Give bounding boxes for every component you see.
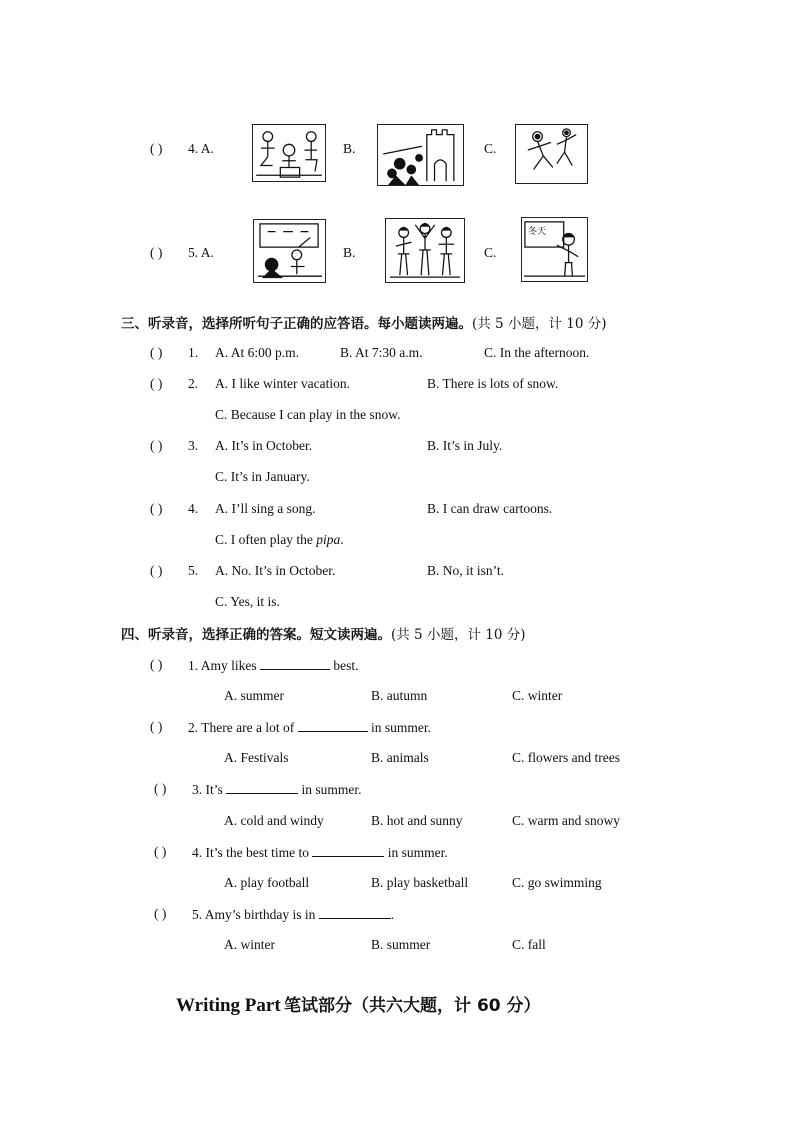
- picture-4b-castle-crowd: [377, 124, 464, 186]
- s4-q5-option-c: C. fall: [512, 937, 546, 952]
- s4-q3-option-a: A. cold and windy: [224, 813, 324, 828]
- s4-q1-stem-pre: 1. Amy likes: [188, 658, 261, 673]
- section-4-score: (共 5 小题，计 10 分): [391, 627, 526, 643]
- s3-q3-bracket: ( ): [150, 438, 163, 453]
- s4-q2-option-a: A. Festivals: [224, 750, 289, 765]
- s3-q3-option-b: B. It’s in July.: [427, 438, 503, 453]
- s3-q4-option-c: [215, 532, 344, 548]
- s4-q4-blank[interactable]: [312, 844, 384, 857]
- s3-q4-num: 4.: [188, 501, 199, 516]
- s3-q3-num: 3.: [188, 438, 199, 453]
- s4-q1-stem: [188, 657, 359, 674]
- q4-option-c: C.: [484, 141, 497, 156]
- s4-q2-stem-pre: 2. There are a lot of: [188, 720, 298, 735]
- s4-q4-bracket: ( ): [154, 844, 167, 859]
- s4-q4-option-b: B. play basketball: [371, 875, 469, 890]
- q4-label: 4. A.: [188, 141, 214, 156]
- s4-q5-stem: [192, 906, 394, 923]
- section-4-title: 四、听录音，选择正确的答案。短文读两遍。: [121, 627, 391, 643]
- s4-q2-stem-post: in summer.: [367, 720, 431, 735]
- s3-q2-num: 2.: [188, 376, 199, 391]
- q4-option-b: B.: [343, 141, 356, 156]
- s3-q1-bracket: ( ): [150, 345, 163, 360]
- s3-q5-bracket: ( ): [150, 563, 163, 578]
- q5-option-b: B.: [343, 245, 356, 260]
- s4-q3-option-c: C. warm and snowy: [512, 813, 620, 828]
- s4-q5-stem-post: .: [390, 907, 395, 922]
- s3-q4-option-c-pre: C. I often play the: [215, 532, 317, 547]
- s4-q3-option-b: B. hot and sunny: [371, 813, 463, 828]
- s3-q4-bracket: ( ): [150, 501, 163, 516]
- q5-option-c: C.: [484, 245, 497, 260]
- s4-q2-option-c: C. flowers and trees: [512, 750, 620, 765]
- s3-q1-num: 1.: [188, 345, 199, 360]
- s3-q1-option-b: B. At 7:30 a.m.: [340, 345, 423, 360]
- q4-bracket: ( ): [150, 141, 163, 156]
- s4-q5-bracket: ( ): [154, 906, 167, 921]
- s4-q2-blank[interactable]: [298, 719, 368, 732]
- s4-q1-option-a: A. summer: [224, 688, 284, 703]
- section-4-heading: [121, 623, 525, 643]
- s3-q2-option-a: A. I like winter vacation.: [215, 376, 350, 391]
- s3-q4-option-a: A. I’ll sing a song.: [215, 501, 316, 516]
- s3-q1-option-c: C. In the afternoon.: [484, 345, 590, 360]
- writing-part-title: [176, 991, 541, 1017]
- picture-5a-classroom-math: [253, 219, 326, 283]
- section-3-score: (共 5 小题，计 10 分): [472, 316, 607, 332]
- s3-q3-option-c: C. It’s in January.: [215, 469, 310, 484]
- s4-q3-stem-pre: 3. It’s: [192, 782, 227, 797]
- picture-5b-girls-dancing: [385, 218, 465, 283]
- s4-q1-bracket: ( ): [150, 657, 163, 672]
- s3-q2-option-b: B. There is lots of snow.: [427, 376, 559, 391]
- q5-label: 5. A.: [188, 245, 214, 260]
- s4-q1-option-b: B. autumn: [371, 688, 428, 703]
- s3-q2-bracket: ( ): [150, 376, 163, 391]
- s4-q3-stem: [192, 781, 362, 798]
- s4-q3-stem-post: in summer.: [298, 782, 362, 797]
- s4-q2-bracket: ( ): [150, 719, 163, 734]
- s4-q1-option-c: C. winter: [512, 688, 563, 703]
- s4-q1-stem-post: best.: [330, 658, 359, 673]
- s3-q4-option-c-pipa: pipa: [316, 532, 341, 547]
- s4-q5-stem-pre: 5. Amy’s birthday is in: [192, 907, 319, 922]
- section-3-title: 三、听录音，选择所听句子正确的应答语。每小题读两遍。: [121, 316, 472, 332]
- s3-q5-option-a: A. No. It’s in October.: [215, 563, 336, 578]
- s4-q4-stem-pre: 4. It’s the best time to: [192, 845, 313, 860]
- s3-q4-option-c-post: .: [340, 532, 344, 547]
- s3-q5-num: 5.: [188, 563, 199, 578]
- s4-q1-blank[interactable]: [260, 657, 330, 670]
- writing-part-en: Writing Part: [176, 995, 281, 1016]
- s3-q2-option-c: C. Because I can play in the snow.: [215, 407, 401, 422]
- picture-4c-people-running: [515, 124, 588, 184]
- picture-4a-kids-sitting: [252, 124, 326, 182]
- s3-q5-option-c: C. Yes, it is.: [215, 594, 280, 609]
- s3-q1-option-a: A. At 6:00 p.m.: [215, 345, 300, 360]
- s4-q4-option-a: A. play football: [224, 875, 310, 890]
- s4-q4-option-c: C. go swimming: [512, 875, 602, 890]
- writing-part-zh: 笔试部分（共六大题，计 60 分）: [284, 996, 541, 1016]
- s4-q2-stem: [188, 719, 431, 736]
- s4-q5-option-a: A. winter: [224, 937, 275, 952]
- s4-q3-blank[interactable]: [226, 781, 298, 794]
- s3-q3-option-a: A. It’s in October.: [215, 438, 313, 453]
- s4-q3-bracket: ( ): [154, 781, 167, 796]
- s4-q4-stem: [192, 844, 448, 861]
- s4-q5-blank[interactable]: [319, 906, 391, 919]
- s4-q5-option-b: B. summer: [371, 937, 431, 952]
- picture-5c-teacher-board: [521, 217, 588, 282]
- s4-q2-option-b: B. animals: [371, 750, 429, 765]
- section-3-heading: [121, 312, 606, 332]
- board-text: 冬天: [528, 227, 547, 237]
- s3-q4-option-b: B. I can draw cartoons.: [427, 501, 553, 516]
- s4-q4-stem-post: in summer.: [384, 845, 448, 860]
- q5-bracket: ( ): [150, 245, 163, 260]
- s3-q5-option-b: B. No, it isn’t.: [427, 563, 505, 578]
